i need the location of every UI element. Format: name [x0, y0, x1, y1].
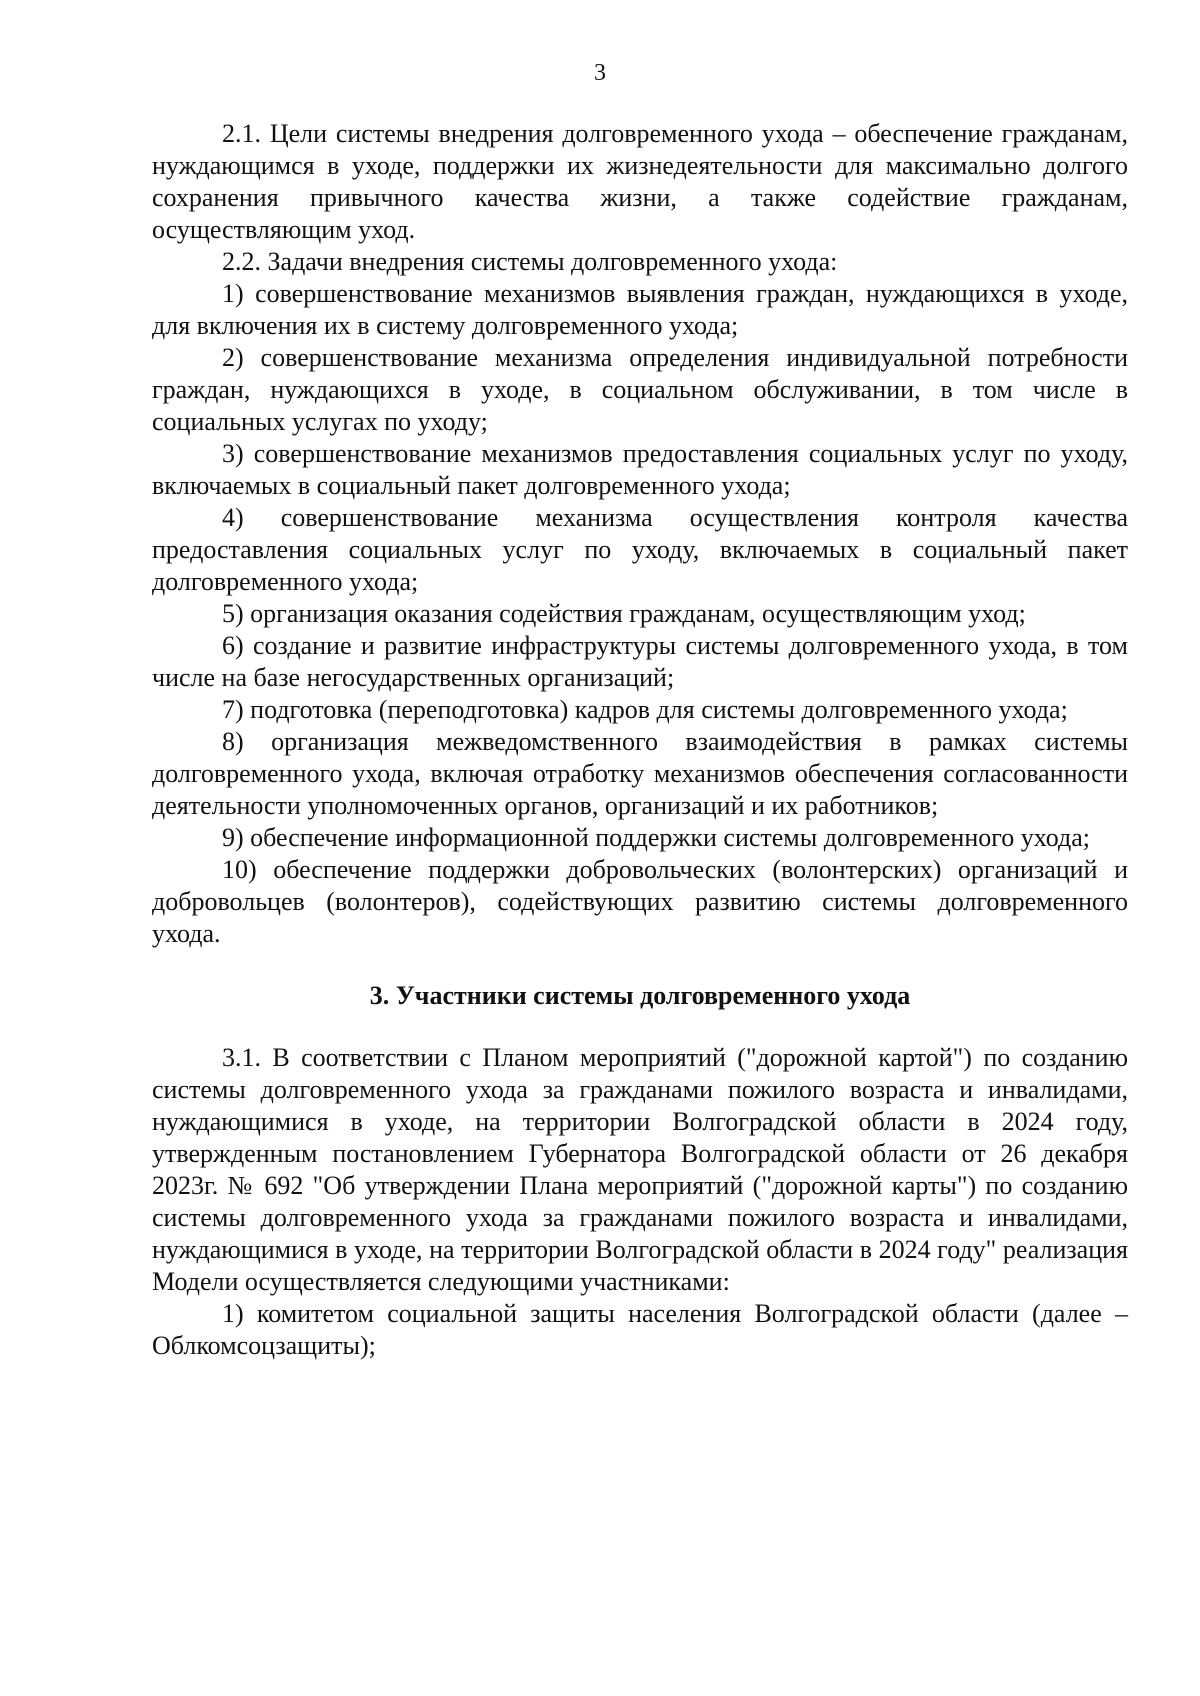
task-item-5: 5) организация оказания содействия гражданам, осуществляющим уход; — [222, 599, 1026, 628]
page-number: 3 — [594, 60, 606, 86]
task-item-7: 7) подготовка (переподготовка) кадров для системы долговременного ухода; — [222, 695, 1068, 724]
paragraph-2-2: 2.2. Задачи внедрения системы долговременного ухода: — [222, 247, 838, 276]
document-body — [152, 118, 1128, 1362]
task-item-8: 8) организация межведомственного взаимодействия в рамках системы долговременного ухода, включая отработку механизмов обеспечения согласованности деятельности уполномоченных органов, организаций и их работников; — [152, 727, 1128, 820]
paragraph-2-1: 2.1. Цели системы внедрения долговременного ухода – обеспечение гражданам, нуждающимся в уходе, поддержки их жизнедеятельности для максимально долгого сохранения привычного качества жизни, а также содействие гражданам, осуществляющим уход. — [152, 119, 1128, 244]
task-item-10: 10) обеспечение поддержки добровольческих (волонтерских) организаций и добровольцев (волонтеров), содействующих развитию системы долговременного ухода. — [152, 855, 1128, 948]
paragraph-3-1: 3.1. В соответствии с Планом мероприятий ("дорожной картой") по созданию системы долговременного ухода за гражданами пожилого возраста и инвалидами, нуждающимися в уходе, на территории Волгоградской области в 2024 году, утвержденным постановлением Губернатора Волгоградской области от 26 декабря 2023г. № 692 "Об утверждении Плана мероприятий ("дорожной карты") по созданию системы долговременного ухода за гражданами пожилого возраста и инвалидами, нуждающимися в уходе, на территории Волгоградской области в 2024 году" реализация Модели осуществляется следующими участниками: — [152, 1043, 1128, 1296]
task-item-2: 2) совершенствование механизма определения индивидуальной потребности граждан, нуждающихся в уходе, в социальном обслуживании, в том числе в социальных услугах по уходу; — [152, 343, 1128, 436]
task-item-9: 9) обеспечение информационной поддержки системы долговременного ухода; — [222, 823, 1091, 852]
task-item-1: 1) совершенствование механизмов выявления граждан, нуждающихся в уходе, для включения их в систему долговременного ухода; — [152, 279, 1128, 340]
task-item-6: 6) создание и развитие инфраструктуры системы долговременного ухода, в том числе на базе негосударственных организаций; — [152, 631, 1128, 692]
participant-item-1: 1) комитетом социальной защиты населения Волгоградской области (далее – Облкомсоцзащиты); — [152, 1299, 1128, 1360]
task-item-4: 4) совершенствование механизма осуществления контроля качества предоставления социальных услуг по уходу, включаемых в социальный пакет долговременного ухода; — [152, 503, 1128, 596]
section-heading: 3. Участники системы долговременного ухода — [369, 981, 911, 1010]
task-item-3: 3) совершенствование механизмов предоставления социальных услуг по уходу, включаемых в социальный пакет долговременного ухода; — [152, 439, 1128, 500]
